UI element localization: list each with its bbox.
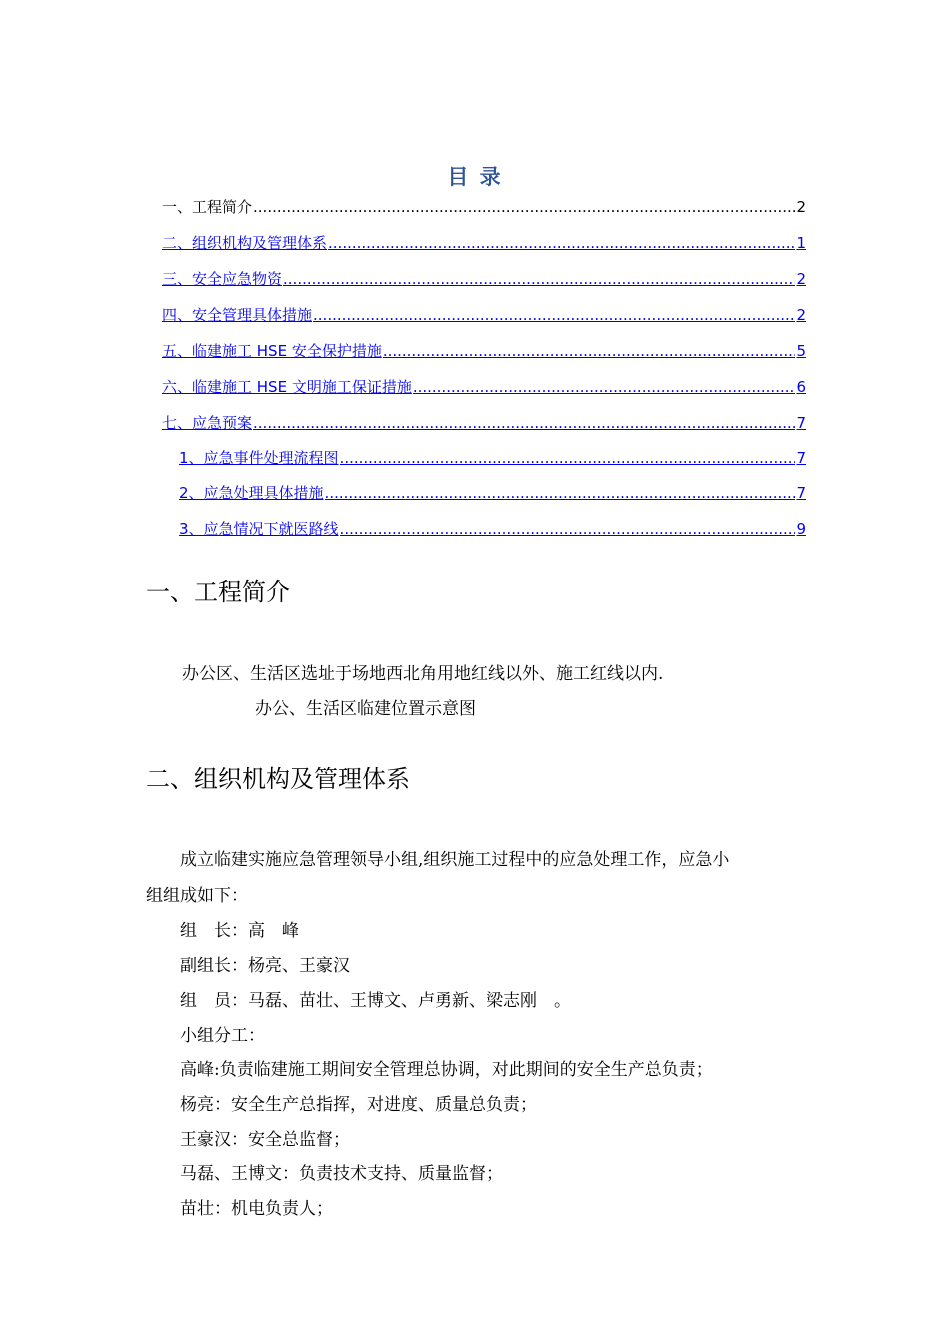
duty-item: 高峰:负责临建施工期间安全管理总协调，对此期间的安全生产总负责； — [180, 1060, 713, 1080]
toc-entry-label: 2、应急处理具体措施 — [179, 484, 324, 502]
paragraph: 组组成如下： — [146, 886, 248, 906]
toc-entry-page: 2 — [796, 270, 806, 288]
toc-entry-page: 5 — [796, 342, 806, 360]
toc-entry-label: 二、组织机构及管理体系 — [162, 234, 328, 252]
toc-entry-label: 五、临建施工 HSE 安全保护措施 — [162, 342, 382, 360]
toc-link[interactable] — [179, 447, 806, 469]
toc-dot-leader — [413, 376, 796, 398]
division-title: 小组分工： — [180, 1026, 265, 1046]
figure-caption: 办公、生活区临建位置示意图 — [255, 699, 476, 719]
duty-item: 王豪汉：安全总监督； — [180, 1130, 350, 1150]
toc-dot-leader — [325, 482, 796, 504]
toc-dot-leader — [340, 447, 796, 469]
paragraph: 办公区、生活区选址于场地西北角用地红线以外、施工红线以内. — [182, 664, 664, 684]
toc-link[interactable] — [162, 340, 806, 362]
toc-entry-label: 3、应急情况下就医路线 — [179, 520, 339, 538]
section-heading: 一、工程简介 — [146, 578, 290, 606]
toc-link[interactable] — [162, 304, 806, 326]
toc-title: 目 录 — [447, 165, 503, 189]
toc-entry-page: 7 — [796, 414, 806, 432]
toc-dot-leader — [313, 304, 795, 326]
toc-entry-page: 1 — [796, 234, 806, 252]
toc-entry-label: 三、安全应急物资 — [162, 270, 283, 288]
toc-entry-page: 7 — [796, 449, 806, 467]
toc-dot-leader — [253, 196, 795, 218]
toc-entry-label: 四、安全管理具体措施 — [162, 306, 313, 324]
toc-link[interactable] — [162, 268, 806, 290]
duty-item: 杨亮：安全生产总指挥，对进度、质量总负责； — [180, 1095, 537, 1115]
toc-entry-page: 2 — [796, 306, 806, 324]
team-leader: 组 长：高 峰 — [180, 921, 299, 941]
toc-entry-label: 1、应急事件处理流程图 — [179, 449, 339, 467]
team-members: 组 员：马磊、苗壮、王博文、卢勇新、梁志刚 。 — [180, 991, 571, 1011]
toc-entry-page: 9 — [796, 520, 806, 538]
toc-link[interactable] — [162, 376, 806, 398]
toc-link[interactable] — [162, 412, 806, 434]
section-heading: 二、组织机构及管理体系 — [146, 765, 410, 793]
toc-link[interactable] — [179, 482, 806, 504]
toc-dot-leader — [328, 232, 795, 254]
toc-entry-page: 7 — [796, 484, 806, 502]
toc-dot-leader — [383, 340, 796, 362]
toc-entry-page: 2 — [796, 198, 806, 216]
duty-item: 苗壮：机电负责人； — [180, 1199, 333, 1219]
toc-link[interactable] — [179, 518, 806, 540]
toc-entry-label: 一、工程简介 — [162, 198, 253, 216]
toc-dot-leader — [340, 518, 796, 540]
toc-entry-page: 6 — [796, 378, 806, 396]
toc-entry[interactable] — [162, 196, 806, 218]
toc-dot-leader — [283, 268, 795, 290]
toc-link[interactable] — [162, 232, 806, 254]
toc-entry-label: 七、应急预案 — [162, 414, 253, 432]
duty-item: 马磊、王博文：负责技术支持、质量监督； — [180, 1164, 503, 1184]
toc-entry-label: 六、临建施工 HSE 文明施工保证措施 — [162, 378, 412, 396]
toc-dot-leader — [253, 412, 795, 434]
team-deputy: 副组长：杨亮、王豪汉 — [180, 956, 350, 976]
paragraph: 成立临建实施应急管理领导小组,组织施工过程中的应急处理工作，应急小 — [180, 850, 730, 870]
